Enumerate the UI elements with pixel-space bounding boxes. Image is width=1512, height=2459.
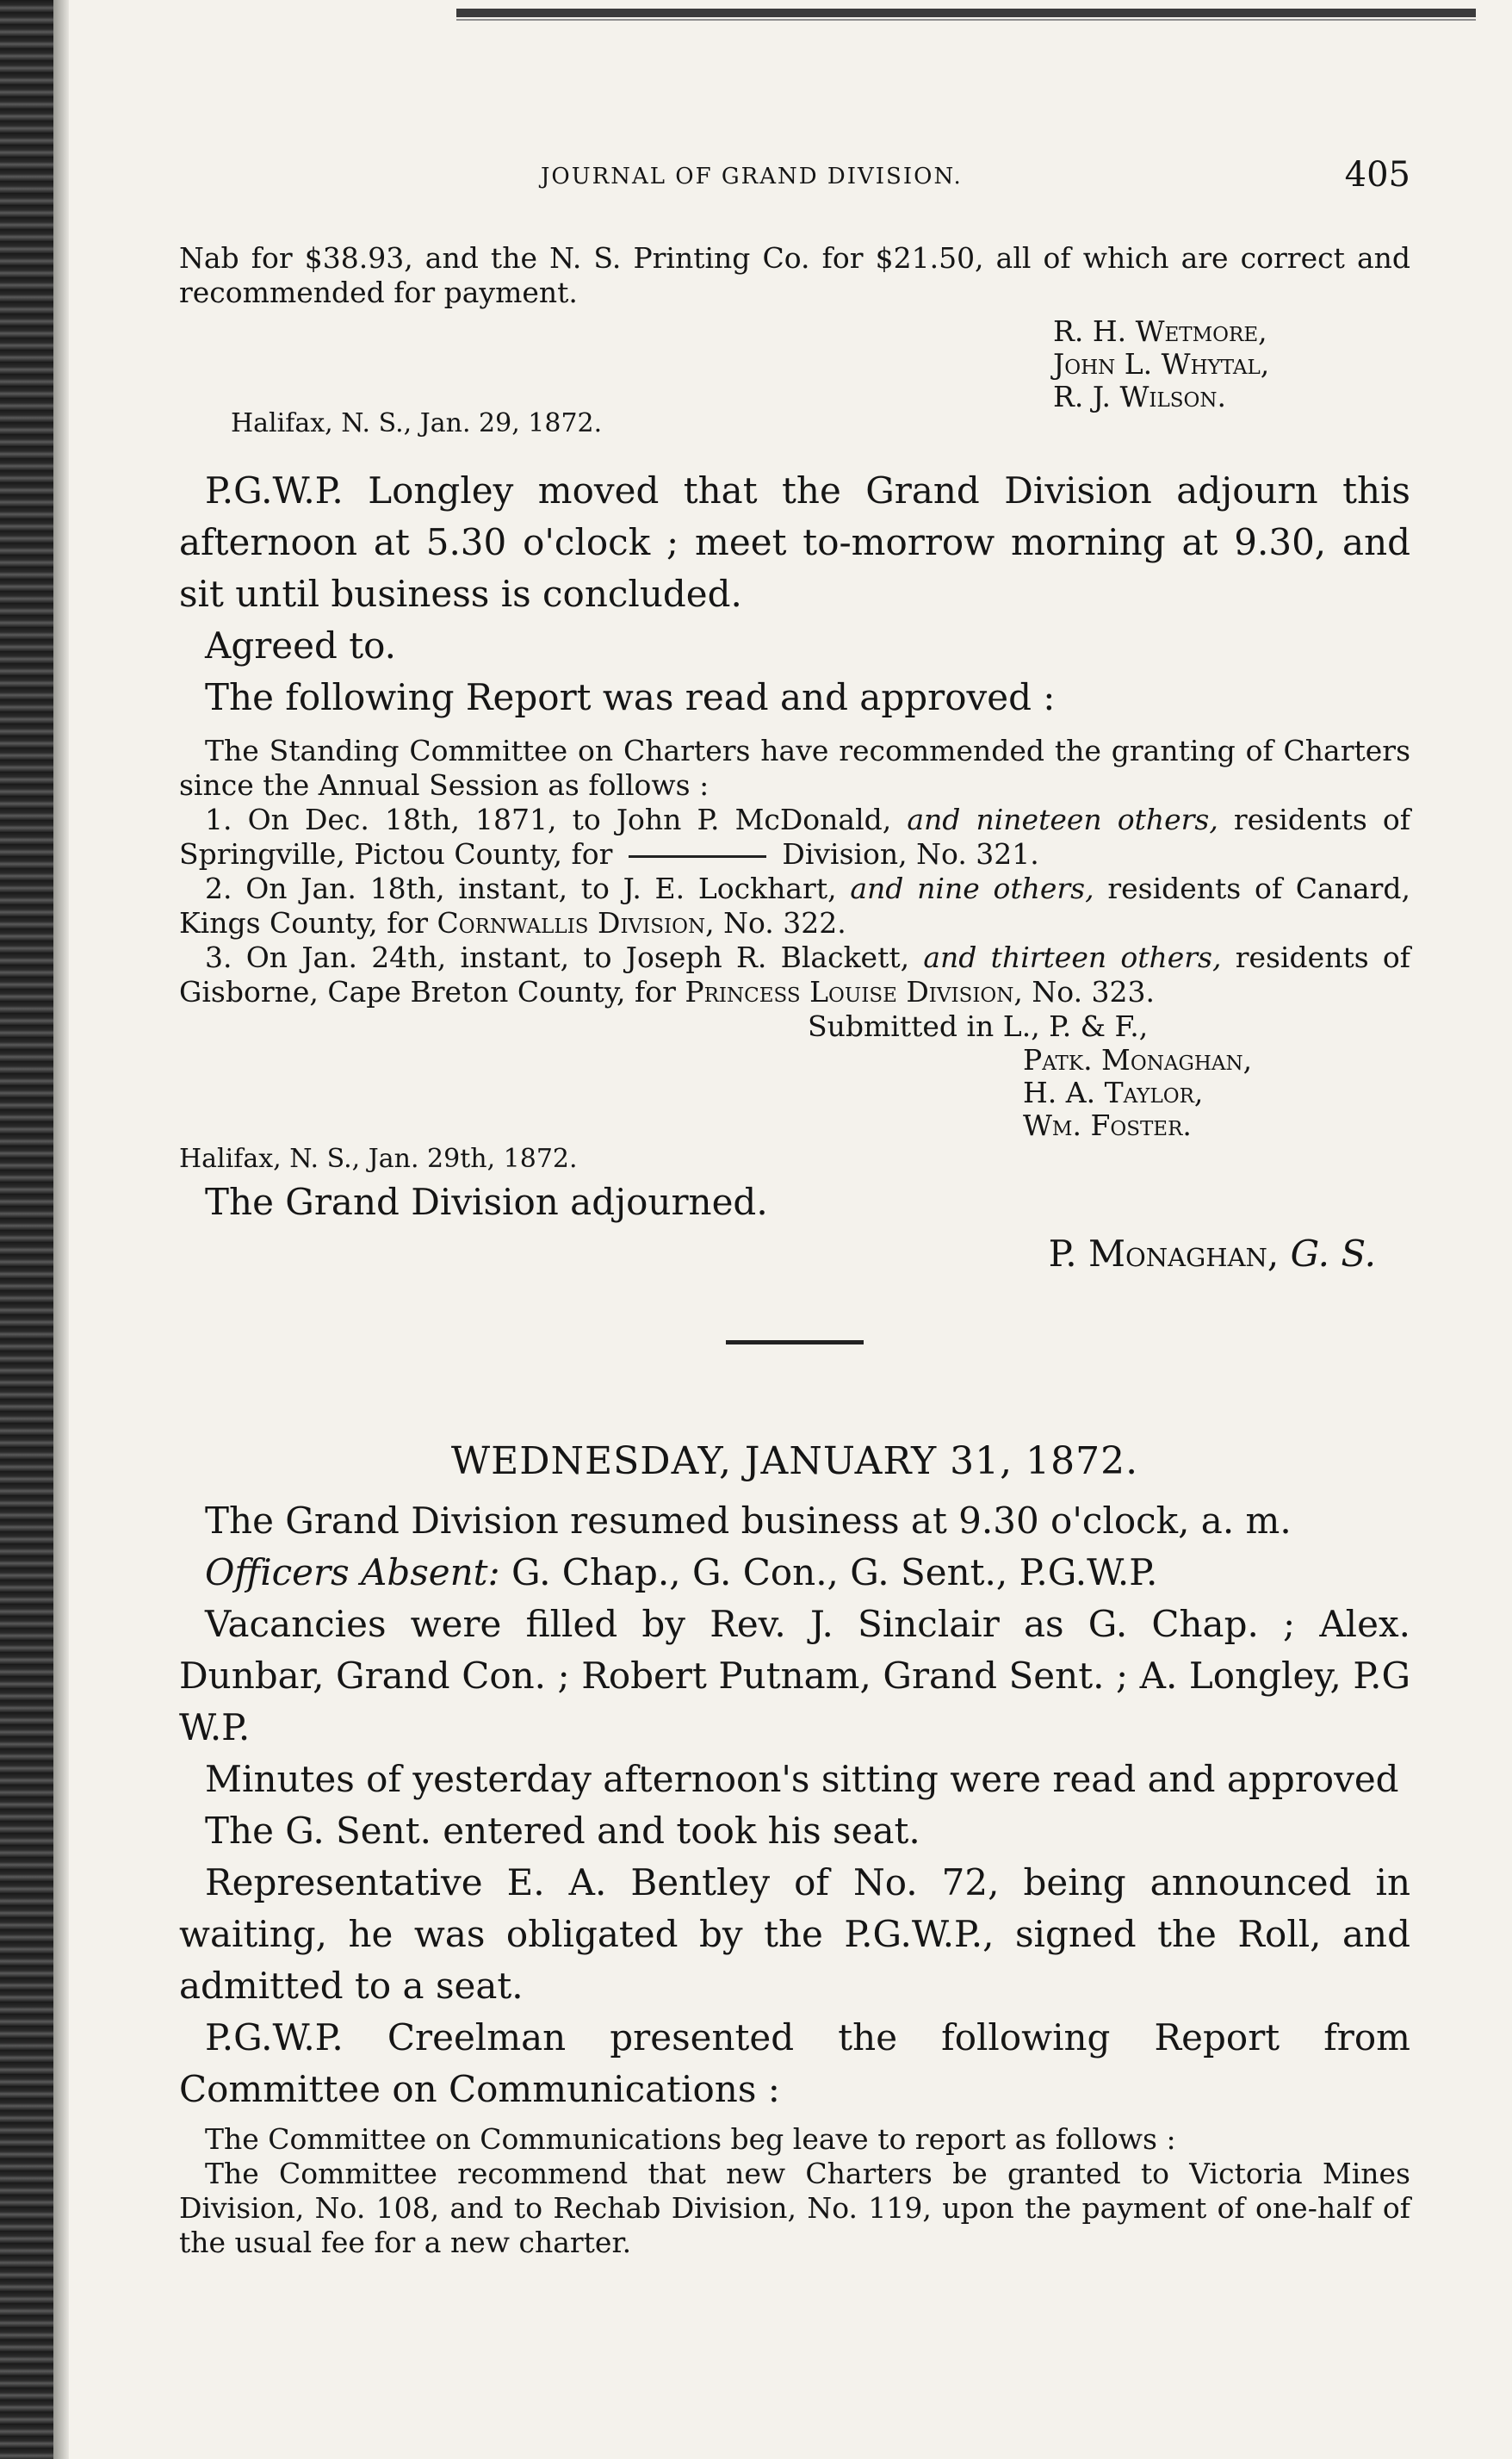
communications-body: The Committee recommend that new Charters be granted to Victoria Mines Division, No. 108, and to Rechab Division, No. 119, upon the payment of one-half of the usual fee for a new charter.	[179, 2157, 1410, 2259]
adjourned-line: The Grand Division adjourned.	[205, 1181, 768, 1223]
agreed-line: Agreed to.	[205, 624, 397, 667]
report-intro-line: The following Report was read and approved :	[205, 676, 1056, 718]
signature-line: Patk. Monaghan,	[1023, 1043, 1253, 1077]
signature-line: Wm. Foster.	[1023, 1108, 1192, 1142]
charters-signatures	[1023, 1044, 1410, 1142]
wednesday-session	[179, 1495, 1410, 2260]
running-head-title: JOURNAL OF GRAND DIVISION.	[541, 164, 963, 189]
charter-item: 1. On Dec. 18th, 1871, to John P. McDonald, and nineteen others, residents of Springville, Pictou County, for Division, No. 321.	[179, 803, 1410, 871]
dateline: Halifax, N. S., Jan. 29, 1872.	[231, 408, 603, 438]
page-top-rule-thin	[456, 19, 1476, 21]
section-rule	[726, 1340, 864, 1344]
journal-page	[179, 155, 1410, 2260]
signature-line: R. J. Wilson.	[1053, 380, 1226, 413]
running-head	[179, 155, 1410, 207]
charters-intro: The Standing Committee on Charters have recommended the granting of Charters since the Annual Session as follows :	[179, 734, 1410, 802]
page-number: 405	[1344, 155, 1410, 195]
submitted-line: Submitted in L., P. & F.,	[808, 1009, 1149, 1043]
page-top-rule	[456, 9, 1476, 17]
dateline: Halifax, N. S., Jan. 29th, 1872.	[179, 1144, 578, 1174]
communications-intro: The Committee on Communications beg leave to report as follows :	[205, 2122, 1176, 2156]
page-gutter-shadow	[53, 0, 69, 2459]
resumed-line: The Grand Division resumed business at 9.30 o'clock, a. m.	[205, 1500, 1292, 1542]
charter-item: 2. On Jan. 18th, instant, to J. E. Lockhart, and nine others, residents of Canard, Kings County, for Cornwallis Division, No. 322.	[179, 872, 1411, 940]
bentley-paragraph: Representative E. A. Bentley of No. 72, being announced in waiting, he was obligated by the P.G.W.P., signed the Roll, and admitted to a seat.	[179, 1861, 1410, 2007]
creelman-paragraph: P.G.W.P. Creelman presented the following Report from Committee on Communications :	[179, 2016, 1410, 2110]
charters-report	[179, 734, 1410, 1177]
vacancies-paragraph: Vacancies were filled by Rev. J. Sinclair as G. Chap. ; Alex. Dunbar, Grand Con. ; Robert Putnam, Grand Sent. ; A. Longley, P.G W.P.	[179, 1603, 1410, 1748]
minutes-line: Minutes of yesterday afternoon's sitting were read and approved	[205, 1758, 1399, 1800]
auditors-signatures	[1053, 315, 1410, 413]
signature-line: John L. Whytal,	[1053, 347, 1270, 381]
signature-line: R. H. Wetmore,	[1053, 314, 1267, 348]
blank-dash	[629, 855, 766, 858]
session-heading: WEDNESDAY, JANUARY 31, 1872.	[450, 1439, 1139, 1483]
book-binding-edge	[0, 0, 53, 2459]
auditors-report-tail: Nab for $38.93, and the N. S. Printing Co. for $21.50, all of which are correct and recommended for payment.	[179, 241, 1410, 309]
charter-item: 3. On Jan. 24th, instant, to Joseph R. Blackett, and thirteen others, residents of Gisborne, Cape Breton County, for Princess Louise Division, No. 323.	[179, 941, 1410, 1009]
grand-scribe-signature: P. Monaghan, G. S.	[1048, 1233, 1376, 1275]
sent-entered-line: The G. Sent. entered and took his seat.	[205, 1810, 920, 1852]
motion-paragraph: P.G.W.P. Longley moved that the Grand Division adjourn this afternoon at 5.30 o'clock ; meet to-morrow morning at 9.30, and sit until business is concluded.	[179, 469, 1410, 615]
signature-line: H. A. Taylor,	[1023, 1076, 1204, 1109]
officers-absent-line: Officers Absent: G. Chap., G. Con., G. Sent., P.G.W.P.	[205, 1551, 1158, 1593]
